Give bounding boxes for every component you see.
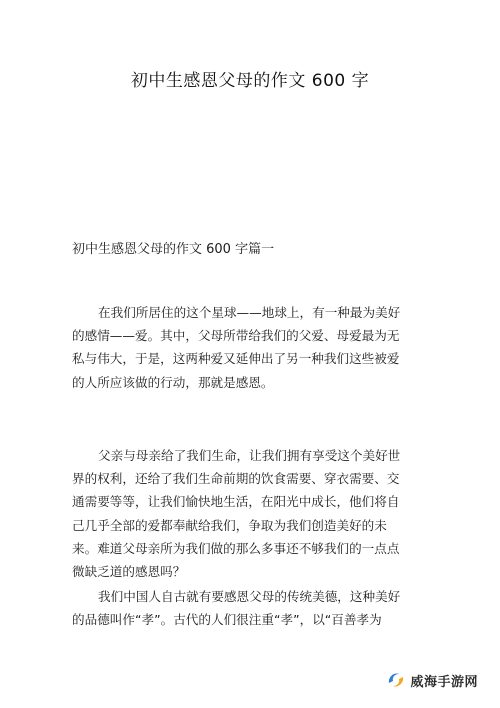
paragraph-line: 我们中国人自古就有要感恩父母的传统美德，这种美好 bbox=[98, 589, 401, 604]
paragraph-line: 微缺乏道的感恩吗？ bbox=[72, 564, 186, 580]
paragraph-line: 来。难道父母亲所为我们做的那么多事还不够我们的一点点 bbox=[72, 540, 400, 556]
paragraph-line: 界的权利，还给了我们生命前期的饮食需要、穿衣需要、交 bbox=[72, 471, 400, 487]
paragraph-line: 的人所应该做的行动，那就是感恩。 bbox=[72, 374, 274, 390]
site-watermark[interactable] bbox=[380, 666, 486, 694]
section-heading: 初中生感恩父母的作文 600 字篇一 bbox=[72, 242, 275, 257]
paragraph-line: 的品德叫作“孝”。古代的人们很注重“孝”，以“百善孝为 bbox=[72, 612, 382, 628]
watermark-text: 威海手游网 bbox=[410, 674, 478, 690]
paragraph-line: 父亲与母亲给了我们生命，让我们拥有享受这个美好世 bbox=[98, 448, 401, 463]
paragraph-line: 私与伟大，于是，这两种爱又延伸出了另一种我们这些被爱 bbox=[72, 351, 400, 367]
paragraph-line: 通需要等等，让我们愉快地生活，在阳光中成长，他们将自 bbox=[72, 494, 400, 510]
paragraph-2 bbox=[72, 444, 408, 583]
paragraph-line: 在我们所居住的这个星球——地球上，有一种最为美好 bbox=[98, 305, 401, 320]
paragraph-3 bbox=[72, 585, 408, 631]
document-title: 初中生感恩父母的作文 600 字 bbox=[130, 71, 370, 91]
paragraph-1 bbox=[72, 301, 408, 394]
paragraph-line: 己几乎全部的爱都奉献给我们，争取为我们创造美好的未 bbox=[72, 517, 387, 533]
paragraph-line: 的感情——爱。其中，父母所带给我们的父爱、母爱最为无 bbox=[72, 328, 400, 344]
swirl-logo-icon bbox=[386, 670, 406, 690]
